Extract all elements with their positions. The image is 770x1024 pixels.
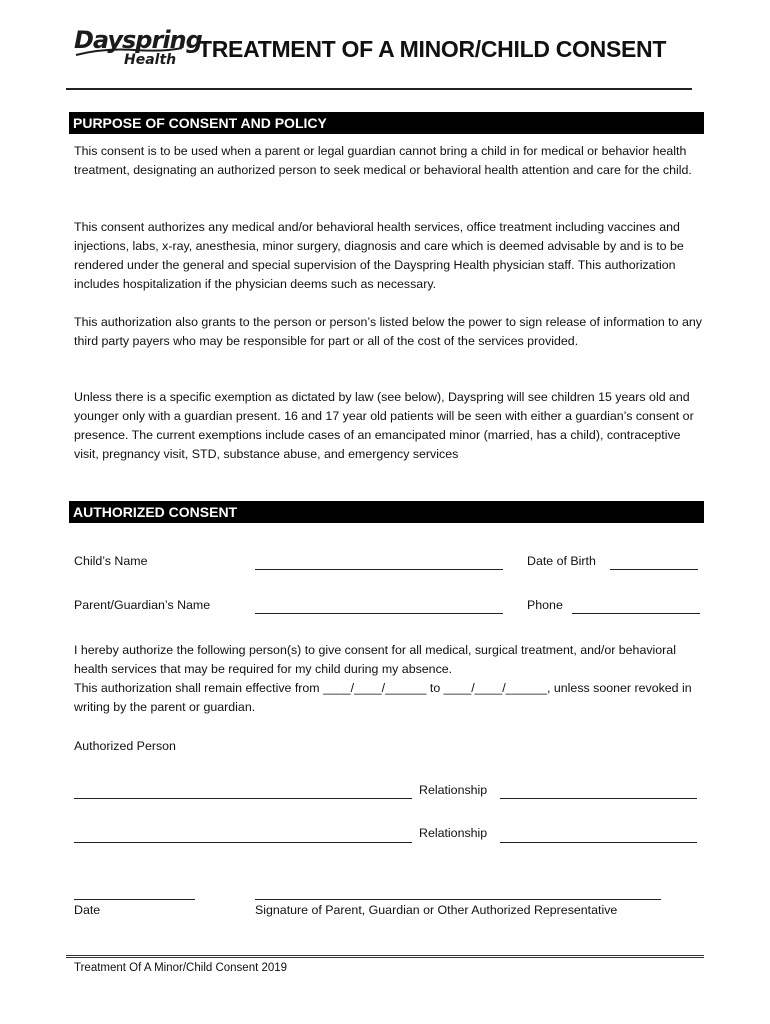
relationship-label-1: Relationship — [419, 783, 488, 797]
signature-field[interactable] — [255, 899, 661, 900]
date-label: Date — [74, 903, 101, 917]
authorization-statement: I hereby authorize the following person(s) to give consent for all medical, surgical treatment, and/or behavioral health services that may be required for my child during my absence. — [74, 643, 676, 676]
authorized-person-2-field[interactable] — [74, 842, 412, 843]
signature-label: Signature of Parent, Guardian or Other Authorized Representative — [255, 903, 618, 917]
childs-name-label: Child’s Name — [74, 554, 148, 568]
purpose-paragraph-2: This consent authorizes any medical and/or behavioral health services, office treatment including vaccines and injections, labs, x-ray, anesthesia, minor surgery, diagnosis and care which is deemed advisable by and is to be rendered under the general and special supervision of the Dayspring Health physician staff. This authorization includes hospitalization if the physician deems such as necessary. — [74, 220, 684, 291]
purpose-paragraph-1: This consent is to be used when a parent or legal guardian cannot bring a child in for medical or behavior health treatment, designating an authorized person to seek medical or behavioral health attention and care for the child. — [74, 144, 692, 177]
logo-wordmark: Dayspring — [74, 26, 202, 54]
footer-text: Treatment Of A Minor/Child Consent 2019 — [74, 962, 288, 974]
childs-name-field[interactable] — [255, 569, 503, 570]
parent-guardian-name-field[interactable] — [255, 613, 503, 614]
header-divider — [66, 88, 692, 90]
relationship-1-field[interactable] — [500, 798, 697, 799]
parent-guardian-name-label: Parent/Guardian’s Name — [74, 598, 211, 612]
relationship-label-2: Relationship — [419, 826, 488, 840]
authorization-effective-dates: This authorization shall remain effective from ____/____/______ to ____/____/______, unless sooner revoked in writing by the parent or guardian. — [74, 681, 692, 714]
date-field[interactable] — [74, 899, 195, 900]
purpose-section-heading: PURPOSE OF CONSENT AND POLICY — [69, 112, 704, 134]
authorized-section-heading: AUTHORIZED CONSENT — [69, 501, 704, 523]
relationship-2-field[interactable] — [500, 842, 697, 843]
phone-field[interactable] — [572, 613, 700, 614]
document-title: TREATMENT OF A MINOR/CHILD CONSENT — [198, 36, 667, 62]
date-of-birth-field[interactable] — [610, 569, 698, 570]
authorized-person-1-field[interactable] — [74, 798, 412, 799]
phone-label: Phone — [527, 598, 563, 612]
dayspring-logo — [74, 26, 202, 74]
purpose-paragraph-3: This authorization also grants to the person or person’s listed below the power to sign release of information to any third party payers who may be responsible for part or all of the cost of the services provided. — [74, 315, 702, 348]
date-of-birth-label: Date of Birth — [527, 554, 596, 568]
logo-subtitle: Health — [124, 52, 177, 68]
authorized-person-label: Authorized Person — [74, 739, 176, 753]
purpose-paragraph-4: Unless there is a specific exemption as dictated by law (see below), Dayspring will see children 15 years old and younger only with a guardian present. 16 and 17 year old patients will be seen with either a guardian’s consent or presence. The current exemptions include cases of an emancipated minor (married, has a child), contraceptive visit, pregnancy visit, STD, substance abuse, and emergency services — [74, 390, 694, 461]
footer-divider — [66, 955, 704, 958]
